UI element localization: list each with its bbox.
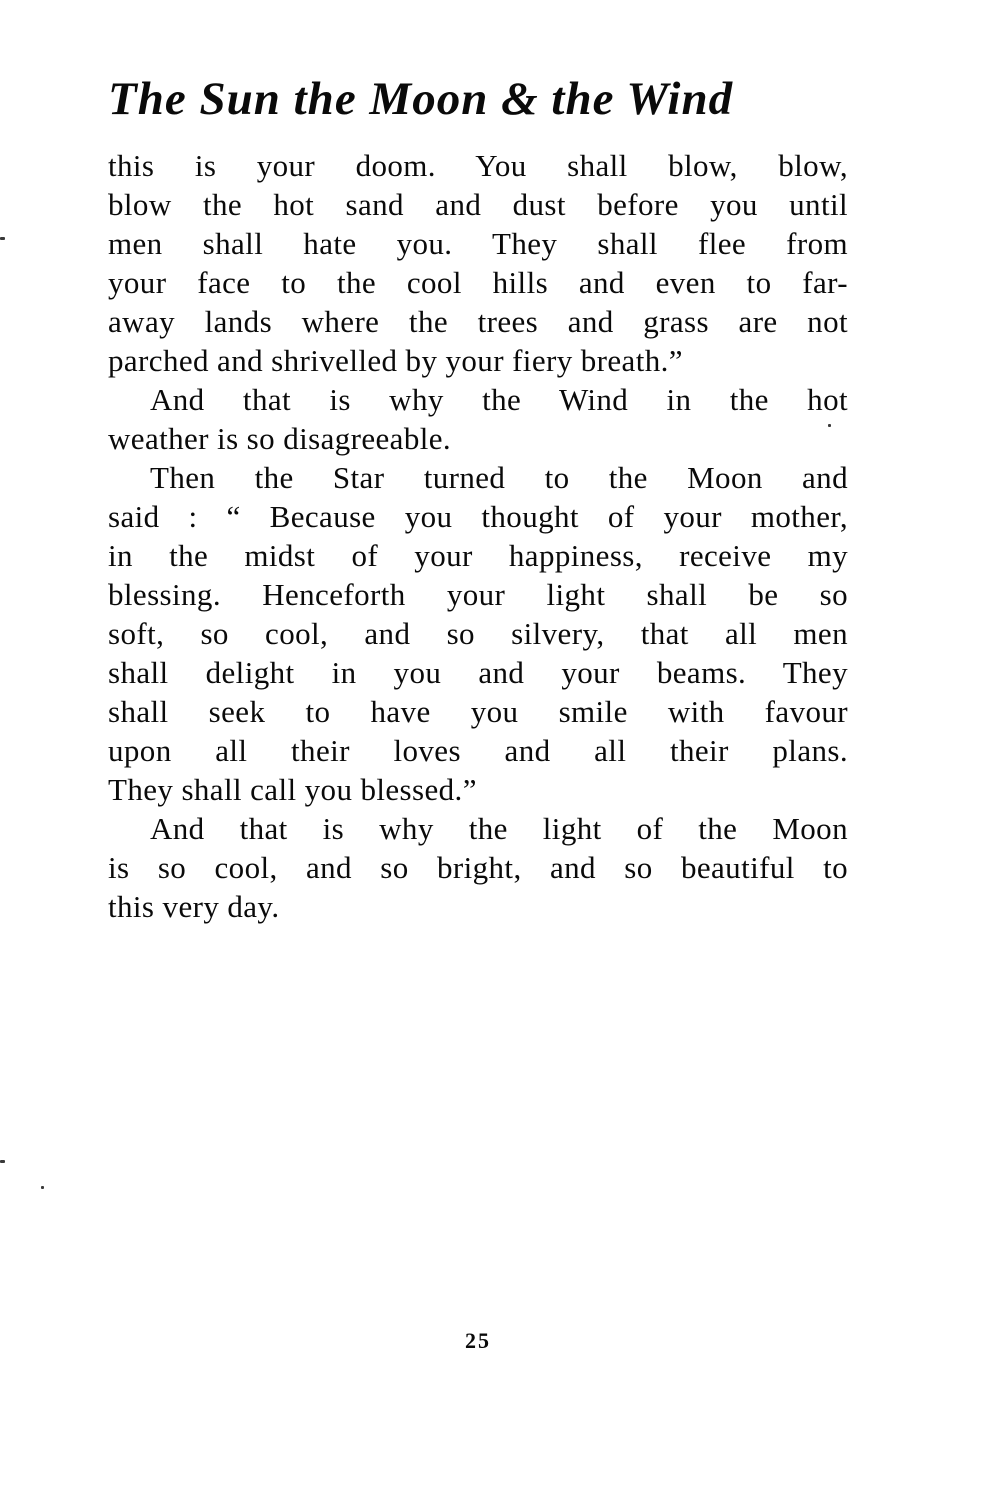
text-line: shall seek to have you smile with favour [108,694,848,729]
text-line: upon all their loves and all their plans. [108,733,848,768]
text-line: away lands where the trees and grass are not [108,304,848,339]
scan-speck [0,1160,5,1163]
page-title: The Sun the Moon & the Wind [108,73,734,125]
scan-speck [0,237,5,240]
text-line: in the midst of your happiness, receive my [108,538,848,573]
text-line: And that is why the Wind in the hot [150,382,848,417]
text-line: this is your doom. You shall blow, blow, [108,148,848,183]
text-line: shall delight in you and your beams. They [108,655,848,690]
text-line: blow the hot sand and dust before you until [108,187,848,222]
body-text [108,146,848,926]
scan-speck [41,1186,44,1189]
text-line: men shall hate you. They shall flee from [108,226,848,261]
page-number: 25 [465,1328,491,1353]
text-line: is so cool, and so bright, and so beautiful to [108,850,848,885]
text-line: blessing. Henceforth your light shall be so [108,577,848,612]
text-line: Then the Star turned to the Moon and [150,460,848,495]
text-line: your face to the cool hills and even to far- [108,265,848,300]
text-line: They shall call you blessed.” [108,772,477,807]
text-line: And that is why the light of the Moon [150,811,848,846]
text-line: said : “ Because you thought of your mother, [108,499,848,534]
text-line: parched and shrivelled by your fiery breath.” [108,343,683,378]
text-line: this very day. [108,889,280,924]
text-line: soft, so cool, and so silvery, that all men [108,616,848,651]
scan-speck [828,424,831,427]
text-line: weather is so disagreeable. [108,421,452,456]
